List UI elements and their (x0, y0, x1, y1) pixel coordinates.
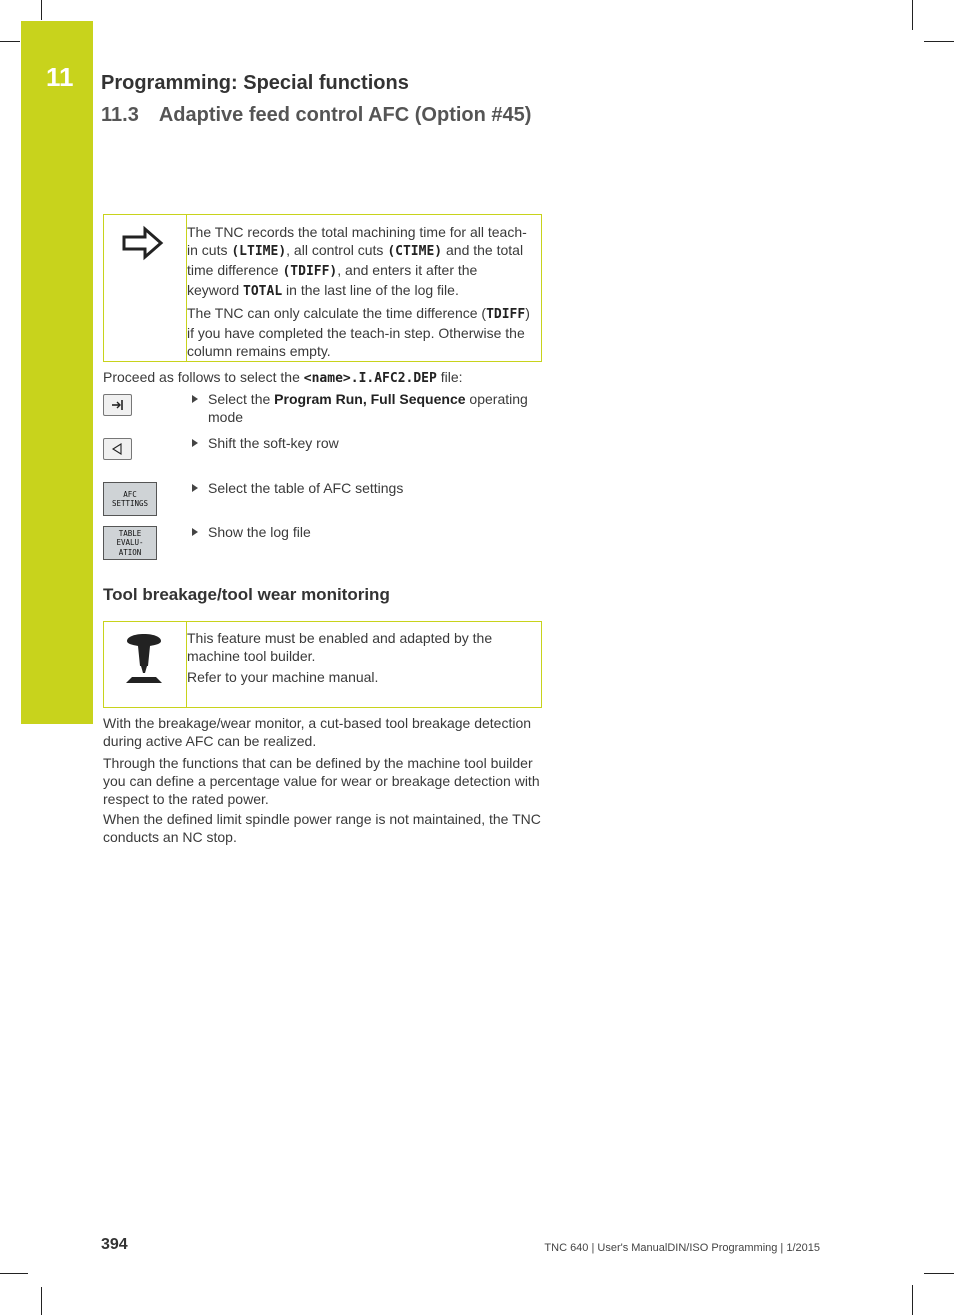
arrow-right-icon (121, 225, 165, 261)
bullet-triangle-icon (192, 439, 198, 447)
machine-box-text (187, 629, 532, 689)
crop-mark (41, 0, 42, 20)
crop-mark (912, 0, 913, 30)
left-triangle-glyph (104, 439, 131, 459)
body-paragraph: Through the functions that can be defined by the machine tool builder you can define a percentage value for wear or breakage detection with respect to the rated power. (103, 755, 540, 807)
text-span: file: (436, 369, 463, 385)
crop-mark (924, 1273, 954, 1274)
section-title (101, 104, 531, 127)
machine-box (103, 621, 542, 708)
afc-settings-softkey[interactable] (103, 482, 157, 516)
softkey-line: TABLE (118, 528, 142, 538)
crop-mark (924, 41, 954, 42)
step-text: Select the table of AFC settings (208, 480, 404, 496)
step-shift-row (192, 434, 542, 452)
step-select-mode (192, 390, 542, 426)
chapter-number: 11 (46, 62, 74, 92)
bullet-triangle-icon (192, 484, 198, 492)
chapter-title: Programming: Special functions (101, 72, 409, 94)
total-keyword: TOTAL (243, 284, 283, 299)
bullet-triangle-icon (192, 395, 198, 403)
chapter-tab (21, 21, 93, 724)
crop-mark (0, 41, 20, 42)
program-run-full-sequence-key-icon[interactable] (103, 394, 132, 416)
tdiff-keyword: TDIFF (486, 307, 526, 322)
program-run-glyph (104, 395, 131, 415)
note-box (103, 214, 542, 362)
note-paragraph-1 (187, 223, 532, 301)
proceed-text (103, 368, 543, 388)
text-span: in the last line of the log file. (282, 282, 459, 298)
step-text: Show the log file (208, 524, 311, 540)
text-span: operating mode (208, 391, 528, 425)
text-span: ) if you have completed the teach-in step. Otherwise the column remains empty. (187, 305, 530, 359)
text-span: The TNC records the total machining time for all teach-in cuts (187, 224, 527, 258)
body-paragraph: With the breakage/wear monitor, a cut-based tool breakage detection during active AFC can be realized. (103, 715, 532, 749)
shift-softkey-row-key-icon[interactable] (103, 438, 132, 460)
text-span: , and enters it after the keyword (187, 262, 478, 298)
ltime-keyword: (LTIME) (231, 244, 287, 259)
tdiff-keyword: (TDIFF) (282, 264, 338, 279)
ctime-keyword: (CTIME) (387, 244, 443, 259)
softkey-line: EVALU- (116, 538, 144, 548)
step-show-log (192, 523, 542, 541)
text-span: , all control cuts (286, 242, 388, 258)
softkey-line: AFC (123, 489, 137, 499)
crop-mark (912, 1285, 913, 1315)
page-number: 394 (101, 1236, 128, 1253)
section-number: 11.3 (101, 104, 139, 126)
text-span: and the total time difference (187, 242, 524, 278)
machine-manual-icon (124, 632, 164, 688)
machine-paragraph-2: Refer to your machine manual. (187, 669, 379, 685)
crop-mark (41, 1287, 42, 1315)
footer-text: TNC 640 | User's ManualDIN/ISO Programming | 1/2015 (544, 1242, 820, 1254)
file-name: <name>.I.AFC2.DEP (303, 371, 437, 386)
text-span: Proceed as follows to select the (103, 369, 304, 385)
machine-paragraph-1: This feature must be enabled and adapted by the machine tool builder. (187, 630, 493, 664)
note-paragraph-2 (187, 304, 532, 360)
table-evaluation-softkey[interactable] (103, 526, 157, 560)
step-text (208, 390, 538, 426)
step-afc-settings (192, 479, 542, 497)
text-span: The TNC can only calculate the time difference ( (187, 305, 487, 321)
note-box-text (187, 223, 532, 363)
softkey-line: ATION (118, 547, 142, 557)
crop-mark (0, 1273, 28, 1274)
mode-name: Program Run, Full Sequence (274, 391, 466, 407)
step-text: Shift the soft-key row (208, 435, 339, 451)
text-span: Select the (208, 391, 275, 407)
softkey-line: SETTINGS (111, 499, 149, 508)
body-paragraph: When the defined limit spindle power range is not maintained, the TNC conducts an NC stop. (103, 811, 541, 845)
bullet-triangle-icon (192, 528, 198, 536)
subheading: Tool breakage/tool wear monitoring (103, 585, 390, 604)
section-name: Adaptive feed control AFC (Option #45) (158, 104, 532, 126)
